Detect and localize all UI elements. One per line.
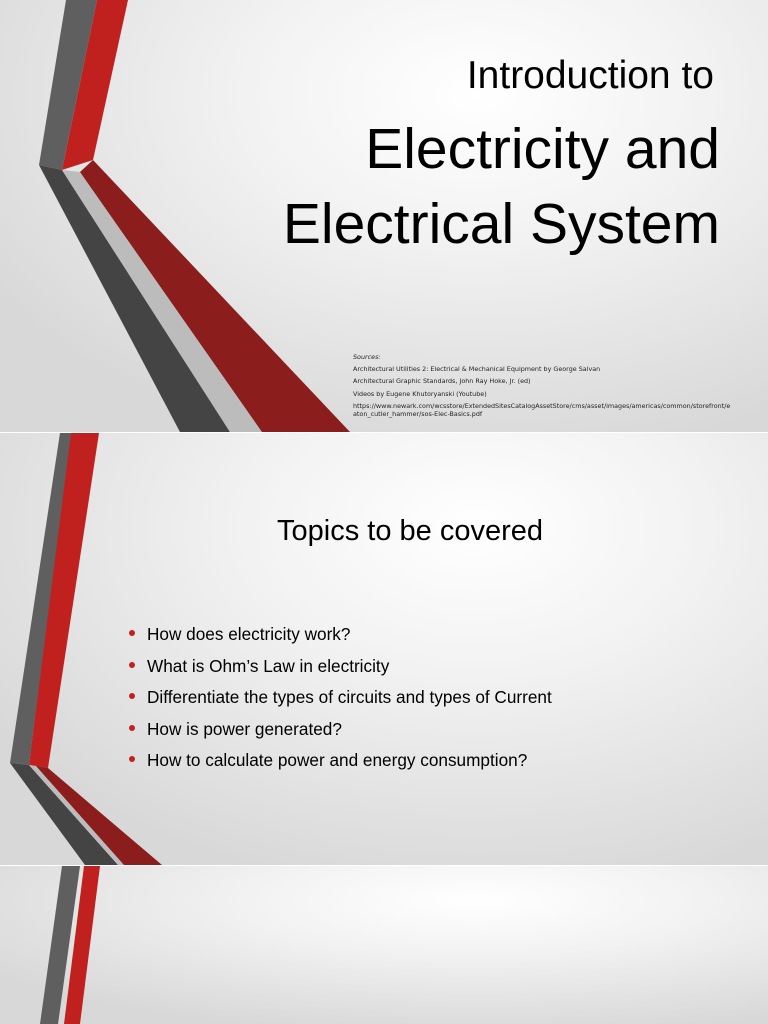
slide-title: Topics to be covered [277,515,543,547]
list-item [128,655,728,687]
list-item-text: How is power generated? [147,718,342,739]
bullet-icon [129,725,135,731]
list-item-text: Differentiate the types of circuits and types of Current [147,687,552,707]
list-item [128,686,728,718]
list-item-text: How to calculate power and energy consumption? [147,750,528,770]
sources-heading: Sources: [353,353,381,361]
sources-block [353,351,733,419]
bullet-icon [129,756,135,762]
bullet-icon [129,693,135,699]
list-item-text: What is Ohm’s Law in electricity [147,655,390,676]
source-item: Architectural Graphic Standards, John Ray Hoke, Jr. (ed) [353,377,531,386]
list-item [128,623,728,655]
list-item-text: How does electricity work? [147,624,351,644]
slide-2 [0,433,768,865]
slide-3 [0,866,768,1024]
bullet-icon [129,662,135,668]
slide-title [220,112,720,262]
list-item [128,718,728,750]
slide-decoration [0,866,768,1024]
source-url: https://www.newark.com/wcsstore/ExtendedSitesCatalogAssetStore/cms/asset/images/americas/common/storefront/eaton_cutler_hammer/sos-Elec-Basics.pdf [353,401,731,419]
list-item [128,749,728,781]
source-item: Architectural Utilities 2: Electrical & Mechanical Equipment by George Salvan [353,365,601,374]
slide-title-line-2: Electrical System [282,192,720,257]
slide-1 [0,0,768,432]
slide-subtitle: Introduction to [466,54,714,97]
source-item: Videos by Eugene Khutoryanski (Youtube) [353,389,487,398]
slide-title-line-1: Electricity and [365,117,720,181]
bullet-icon [129,630,135,636]
topics-list [128,623,728,781]
